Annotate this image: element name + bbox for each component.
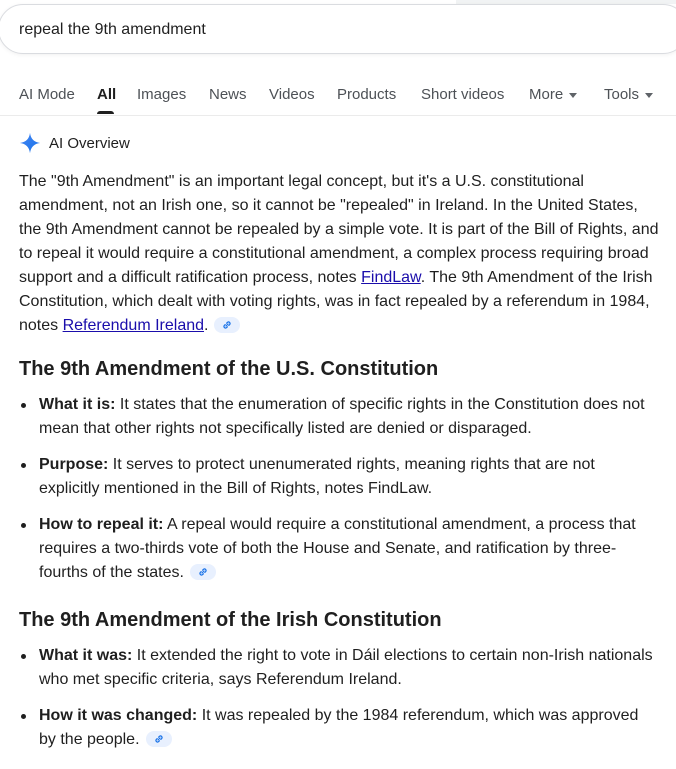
intro-text-1: The "9th Amendment" is an important legal concept, but it's a U.S. constitutional amendment, not an Irish one, so it cannot be "repealed" in Ireland. In the United States, the 9th Amendment cannot be repealed by a simple vote. It is part of the Bill of Rights, and to repeal it would require a constitutional amendment, a complex process requiring broad support and a difficult ratification process, notes	[19, 173, 659, 286]
search-bar[interactable]	[0, 4, 676, 54]
search-input[interactable]	[19, 21, 619, 39]
chevron-down-icon	[569, 93, 577, 98]
us-bullets	[19, 393, 659, 585]
bullet-text: It was repealed by the 1984 referendum, which was approved by the people.	[39, 707, 639, 748]
bullet-text: It states that the enumeration of specific rights in the Constitution does not mean that other rights not specifically listed are denied or disparaged.	[39, 396, 645, 437]
tab-videos[interactable]: Videos	[269, 86, 315, 103]
active-tab-indicator	[97, 111, 114, 114]
bullet-label: What it was:	[39, 647, 133, 664]
source-link-chip[interactable]	[190, 564, 216, 580]
intro-text-3: .	[204, 317, 209, 334]
sparkle-icon	[19, 132, 41, 154]
bullet-label: How to repeal it:	[39, 516, 164, 533]
tabs-divider	[0, 115, 676, 116]
list-item	[19, 644, 659, 692]
tab-tools-label: Tools	[604, 86, 640, 103]
tab-short-videos[interactable]: Short videos	[421, 86, 505, 103]
ai-overview-header	[19, 131, 130, 155]
bullet-text: It serves to protect unenumerated rights, meaning rights that are not explicitly mentioned in the Bill of Rights, notes FindLaw.	[39, 456, 595, 497]
tab-products[interactable]: Products	[337, 86, 397, 103]
link-icon	[153, 733, 165, 745]
referendum-ireland-link[interactable]: Referendum Ireland	[62, 317, 205, 334]
tab-news[interactable]: News	[209, 86, 247, 103]
tab-images[interactable]: Images	[137, 86, 187, 103]
bullet-text: A repeal would require a constitutional amendment, a process that requires a two-thirds vote of both the House and Senate, and ratification by three-fourths of the states.	[39, 516, 636, 581]
link-icon	[197, 566, 209, 578]
tab-more[interactable]	[529, 86, 577, 103]
section-heading-us: The 9th Amendment of the U.S. Constitution	[19, 358, 439, 380]
findlaw-link[interactable]: FindLaw	[361, 269, 421, 286]
list-item	[19, 453, 659, 501]
search-tabs	[0, 78, 676, 116]
tab-more-label: More	[529, 86, 564, 103]
list-item	[19, 393, 659, 441]
bullet-text: It extended the right to vote in Dáil elections to certain non-Irish nationals who met specific criteria, says Referendum Ireland.	[39, 647, 653, 688]
source-link-chip[interactable]	[146, 731, 172, 747]
list-item	[19, 704, 659, 752]
link-icon	[221, 319, 233, 331]
bullet-label: How it was changed:	[39, 707, 198, 724]
irish-bullets	[19, 644, 659, 752]
bullet-label: What it is:	[39, 396, 116, 413]
tab-ai-mode[interactable]: AI Mode	[19, 86, 75, 103]
source-link-chip[interactable]	[214, 317, 240, 333]
tab-all[interactable]: All	[97, 86, 117, 103]
ai-overview-title: AI Overview	[49, 134, 130, 152]
chevron-down-icon	[645, 93, 653, 98]
tab-tools[interactable]	[604, 86, 653, 103]
intro-text-2: . The 9th Amendment of the Irish Constitution, which dealt with voting rights, was in fact repealed by a referendum in 1984, notes	[19, 269, 653, 334]
section-heading-irish: The 9th Amendment of the Irish Constitution	[19, 609, 442, 631]
list-item	[19, 513, 659, 585]
bullet-label: Purpose:	[39, 456, 109, 473]
ai-overview-intro	[19, 170, 659, 338]
ai-overview-content	[19, 170, 659, 752]
